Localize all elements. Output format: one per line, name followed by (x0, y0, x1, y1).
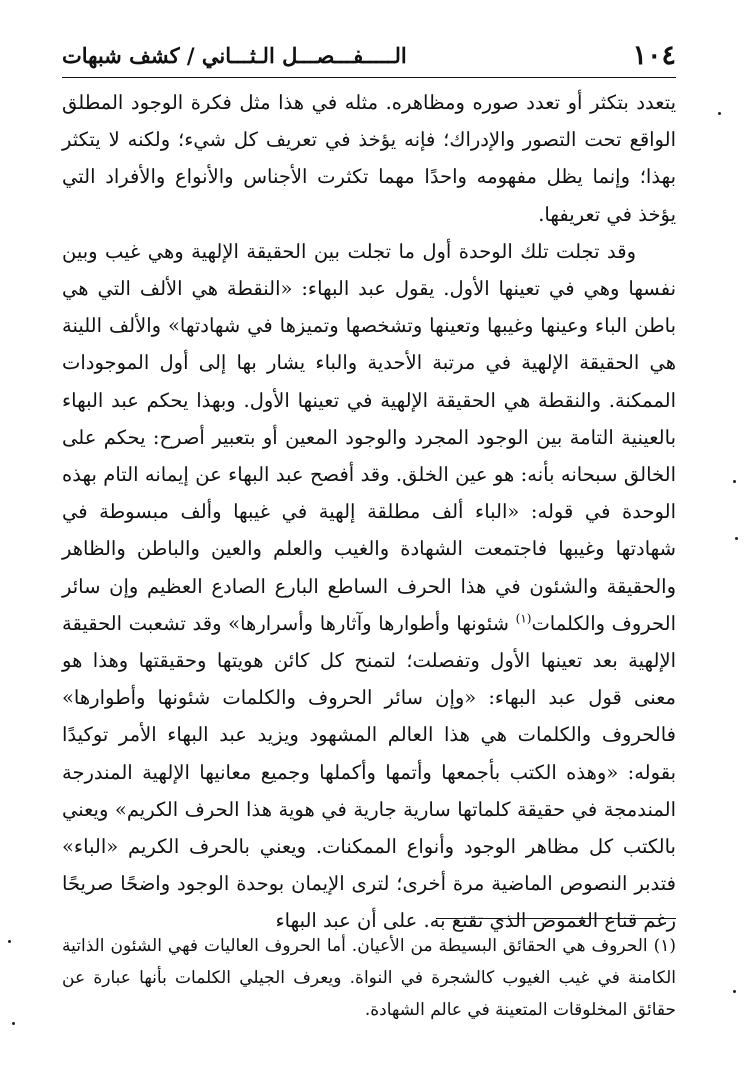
footnote-rule (436, 918, 676, 919)
running-head (62, 36, 676, 76)
header-rule (62, 77, 676, 78)
chapter-title: الـــــفـــصـــل الـثـــاني / كشف شبهات (62, 43, 407, 68)
paragraph-1: يتعدد بتكثر أو تعدد صوره ومظاهره. مثله في هذا مثل فكرة الوجود المطلق الواقع تحت التصور والإدراك؛ فإنه يؤخذ في تعريف كل شيء؛ ولكنه لا يتكثر بهذا؛ وإنما يظل مفهومه واحدًا مهما تكثرت الأجناس والأنواع والأفراد التي يؤخذ في تعريفها. (62, 91, 676, 226)
scan-speck (718, 112, 721, 115)
scan-speck (12, 1022, 15, 1025)
paragraph-2 (62, 233, 676, 940)
scan-speck (733, 480, 736, 483)
main-text (62, 84, 676, 940)
paragraph-2-part-2: شئونها وأطوارها وآثارها وأسرارها» وقد تشعبت الحقيقة الإلهية بعد تعينها الأول وتفصلت؛ لتمنح كل كائن هويتها وحقيقتها وهذا هو معنى قول عبد البهاء: «وإن سائر الحروف والكلمات شئونها وأطوارها» فالحروف والكلمات هي هذا العالم المشهود ويزيد عبد البهاء الأمر توكيدًا بقوله: «وهذه الكتب بأجمعها وأتمها وأكملها وجميع معانيها الإلهية المندرجة المندمجة في حقيقة كلماتها سارية جارية في هوية هذا الحرف الكريم» ويعني بالكتب كل مظاهر الوجود وأنواع الممكنات. ويعني بالحرف الكريم «الباء» فتدبر النصوص الماضية مرة أخرى؛ لترى الإيمان بوحدة الوجود واضحًا صريحًا رغم قناع الغموض الذي تقنع به. على أن عبد البهاء (62, 611, 676, 933)
scan-speck (733, 990, 736, 993)
footnote: (١) الحروف هي الحقائق البسيطة من الأعيان. أما الحروف العاليات فهي الشئون الذاتية الكامنة في غيب الغيوب كالشجرة في النواة. ويعرف الجيلي الكلمات بأنها عبارة عن حقائق المخلوقات المتعينة في عالم الشهادة. (62, 936, 676, 1020)
scan-speck (8, 940, 11, 943)
footnote-reference: (١) (515, 611, 532, 626)
paragraph-2-part-1: وقد تجلت تلك الوحدة أول ما تجلت بين الحقيقة الإلهية وهي غيب وبين نفسها وهي في تعينها الأول. يقول عبد البهاء: «النقطة هي الألف التي هي باطن الباء وعينها وغيبها وتعينها وتشخصها وتميزها في شهادتها» والألف اللينة هي الحقيقة الإلهية في مرتبة الأحدية والباء يشار بها إلى أول الموجودات الممكنة. والنقطة هي الحقيقة الإلهية في تعينها الأول. وبهذا يحكم عبد البهاء بالعينية التامة بين الوجود المجرد والوجود المعين أو بتعبير أصرح: يحكم على الخالق سبحانه بأنه: هو عين الخلق. وقد أفصح عبد البهاء عن إيمانه التام بهذه الوحدة في قوله: «الباء ألف مطلقة إلهية في غيبها وألف مبسوطة في شهادتها وغيبها فاجتمعت الشهادة والغيب والعلم والعين والباطن والظاهر والحقيقة والشئون في هذا الحرف الساطع البارع الصادع العظيم وإن سائر الحروف والكلمات (62, 239, 676, 635)
page-number: ١٠٤ (632, 40, 676, 71)
scan-speck (735, 537, 738, 540)
